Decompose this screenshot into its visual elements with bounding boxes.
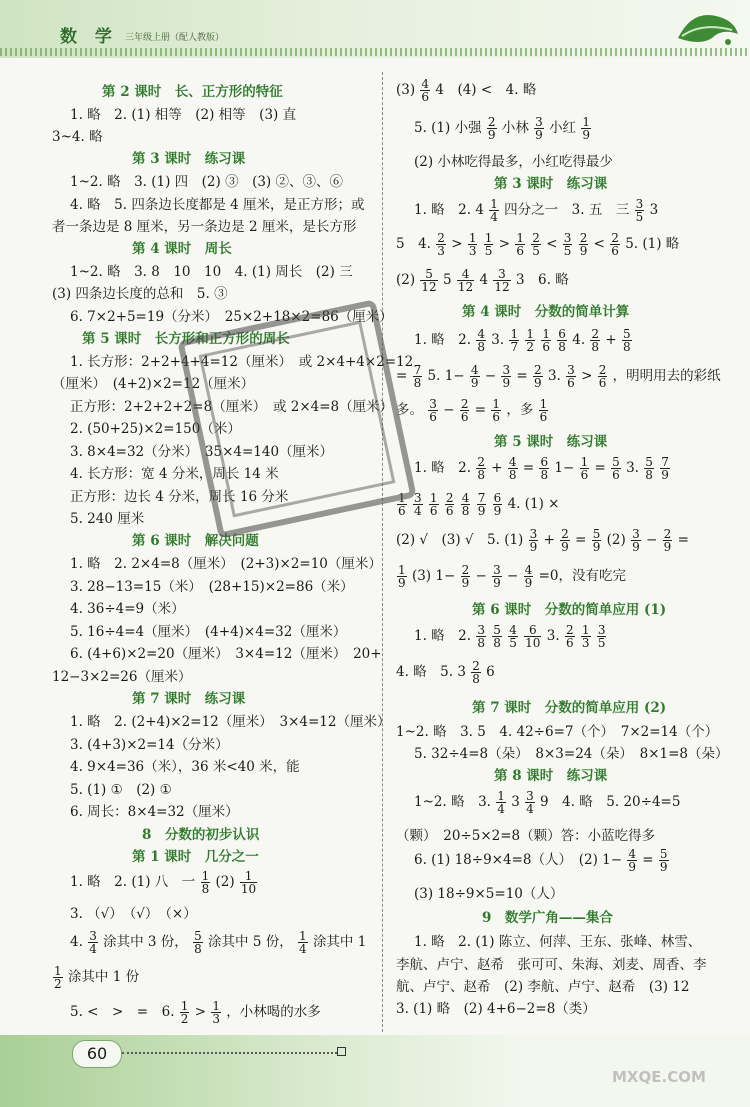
fraction: $\frac{3}{9}$: [493, 563, 501, 590]
section-heading: 第 5 课时 练习课: [494, 434, 608, 450]
fraction: $\frac{1}{9}$: [582, 115, 590, 142]
grade-label: 三年级上册（配人教版）: [125, 33, 225, 43]
fraction: $\frac{2}{9}$: [487, 115, 496, 142]
section-heading: 第 2 课时 长、正方形的特征: [102, 84, 283, 100]
answer-line: 4. 长方形：宽 4 分米，周长 14 米: [70, 466, 279, 482]
fraction: $\frac{6}{9}$: [493, 491, 502, 518]
footer-dotted-line: [122, 1052, 337, 1054]
fraction: $\frac{5}{8}$: [645, 455, 653, 482]
header-stripes: [0, 48, 750, 56]
answer-line: 1~2. 略 3. $\frac{1}{4}$ 3 $\frac{3}{4}$ 9 4. 略 5. 20÷4=5: [414, 789, 681, 816]
fraction: $\frac{1}{6}$: [492, 397, 501, 424]
page-number: 60: [72, 1040, 122, 1068]
section-heading: 第 8 课时 练习课: [494, 768, 608, 784]
fraction: $\frac{1}{6}$: [398, 491, 406, 518]
answer-line: 5. < > = 6. $\frac{1}{2}$ > $\frac{1}{3}$ ，小林喝的水多: [70, 999, 321, 1026]
fraction: $\frac{3}{9}$: [529, 527, 538, 554]
answer-line: 3. (4+3)×2=14（分米）: [70, 737, 229, 753]
answer-line: 1~2. 略 3. 8 10 10 4. (1) 周长 (2) 三: [70, 264, 353, 280]
answer-line: $\frac{1}{9}$ (3) 1− $\frac{2}{9}$ − $\frac{3}{9}$ − $\frac{4}{9}$ =0，没有吃完: [398, 563, 626, 590]
fraction: $\frac{2}{9}$: [561, 527, 569, 554]
answer-line: 4. 略 5. 四条边长度都是 4 厘米，是正方形；或: [70, 197, 365, 213]
fraction: $\frac{4}{9}$: [470, 363, 479, 390]
fraction: $\frac{1}{9}$: [398, 563, 406, 590]
fraction: $\frac{4}{12}$: [457, 267, 474, 294]
answer-line: $\frac{1}{2}$ 涂其中 1 份: [54, 964, 140, 991]
fraction: $\frac{3}{4}$: [413, 491, 422, 518]
answer-line: 5. (1) 小强 $\frac{2}{9}$ 小林 $\frac{3}{9}$ 小红 $\frac{1}{9}$: [414, 115, 590, 142]
fraction: $\frac{2}{9}$: [663, 527, 672, 554]
answer-line: 1~2. 略 3. 5 4. 42÷6=7（个） 7×2=14（个）: [396, 724, 719, 740]
text: 1. 略 2. (1) 八 一: [70, 874, 196, 890]
answer-line: 6. (4+6)×2=20（厘米） 3×4=12（厘米） 20+: [70, 646, 382, 662]
fraction: $\frac{2}{5}$: [532, 231, 540, 258]
fraction: $\frac{3}{5}$: [635, 197, 644, 224]
fraction: $\frac{1}{4}$: [299, 929, 307, 956]
answer-line: 3. (1) 略 (2) 4+6−2=8（类）: [396, 1001, 596, 1017]
answer-line: (3) 18÷9×5=10（人）: [414, 886, 564, 902]
answer-line: 多。 $\frac{3}{6}$ − $\frac{2}{6}$ = $\frac{1}{6}$ ，多 $\frac{1}{6}$: [396, 397, 548, 424]
answer-line: 1. 略 2. $\frac{3}{8}$ $\frac{5}{8}$ $\frac{4}{5}$ $\frac{6}{10}$ 3. $\frac{2}{6}$ $\frac{1}{3}$ $\frac{3}{5}$: [414, 623, 606, 650]
text: (2): [215, 874, 235, 890]
section-heading: 第 7 课时 练习课: [132, 691, 246, 707]
answer-line: 1. 略 2. (1) 陈立、何萍、王东、张峰、林雪、: [414, 934, 702, 950]
fraction: $\frac{4}{9}$: [628, 847, 636, 874]
footer-square-icon: [337, 1047, 346, 1056]
fraction: $\frac{2}{6}$: [460, 397, 469, 424]
fraction: $\frac{2}{8}$: [591, 327, 600, 354]
fraction: $\frac{1}{3}$: [581, 623, 590, 650]
fraction: $\frac{5}{8}$: [622, 327, 631, 354]
fraction: $\frac{1}{6}$: [516, 231, 524, 258]
answer-line: (2) √ (3) √ 5. (1) $\frac{3}{9}$ + $\frac{2}{9}$ = $\frac{5}{9}$ (2) $\frac{3}{9}$ − $\frac{2}{9}$ =: [396, 527, 689, 554]
fraction: $\frac{3}{6}$: [567, 363, 575, 390]
answer-line: 3. 28−13=15（米） (28+15)×2=86（米）: [70, 579, 354, 595]
fraction: $\frac{1}{2}$: [526, 327, 535, 354]
answer-line: （颗） 20÷5×2=8（颗）答：小蓝吃得多: [396, 828, 656, 844]
answer-line: 2. (50+25)×2=150（米）: [70, 421, 241, 437]
fraction: $\frac{3}{12}$: [494, 267, 510, 294]
answer-line: 1. 长方形：2+2+4+4=12（厘米） 或 2×4+4×2=12: [70, 354, 414, 370]
fraction: $\frac{3}{9}$: [632, 527, 640, 554]
fraction: $\frac{4}{5}$: [509, 623, 517, 650]
answer-line: 李航、卢宁、赵希 张可可、朱海、刘麦、周香、李: [396, 957, 707, 973]
fraction: $\frac{3}{6}$: [429, 397, 437, 424]
section-heading: 第 3 课时 练习课: [132, 151, 246, 167]
section-heading: 第 3 课时 练习课: [494, 176, 608, 192]
fraction: $\frac{2}{9}$: [534, 363, 542, 390]
answer-line: 3~4. 略: [52, 129, 103, 145]
answer-line: 3. 8×4=32（分米） 35×4=140（厘米）: [70, 444, 334, 460]
fraction: $\frac{1}{7}$: [510, 327, 519, 354]
answer-line: 6. 周长：8×4=32（厘米）: [70, 804, 239, 820]
answer-line: 者一条边是 8 厘米，另一条边是 2 厘米，是长方形: [52, 219, 357, 235]
answer-line: [70, 870, 258, 895]
section-heading: 8 分数的初步认识: [142, 827, 260, 843]
fraction: $\frac{3}{9}$: [535, 115, 543, 142]
page-header: [0, 0, 750, 58]
answer-line: 航、卢宁、赵希 (2) 李航、卢宁、赵希 (3) 12: [396, 979, 690, 995]
fraction: $\frac{2}{9}$: [579, 231, 588, 258]
answer-line: 正方形：边长 4 分米，周长 16 分米: [70, 489, 289, 505]
fraction: $\frac{1}{5}$: [484, 231, 493, 258]
fraction: $\frac{6}{10}$: [525, 623, 541, 650]
fraction: $\frac{5}{9}$: [592, 527, 601, 554]
answer-line: = $\frac{7}{8}$ 5. 1− $\frac{4}{9}$ − $\frac{3}{9}$ = $\frac{2}{9}$ 3. $\frac{3}{6}$ > $\frac{2}{6}$ ，明明用去的彩纸: [396, 363, 721, 390]
answer-line: 6. 7×2+5=19（分米） 25×2+18×2=86（厘米）: [70, 309, 393, 325]
section-heading: 第 6 课时 分数的简单应用 (1): [472, 602, 667, 618]
fraction: $\frac{2}{6}$: [445, 491, 454, 518]
answer-line: 1~2. 略 3. (1) 四 (2) ③ (3) ②、③、⑥: [70, 174, 343, 190]
answer-line: 4. $\frac{3}{4}$ 涂其中 3 份， $\frac{5}{8}$ 涂其中 5 份， $\frac{1}{4}$ 涂其中 1: [70, 929, 367, 956]
answer-line: 1. 略 2. $\frac{2}{8}$ + $\frac{4}{8}$ = $\frac{6}{8}$ 1− $\frac{1}{6}$ = $\frac{5}{6}$ 3. $\frac{5}{8}$ $\frac{7}{9}$: [414, 455, 669, 482]
fraction: $\frac{3}{4}$: [526, 789, 534, 816]
answer-line: (2) 小林吃得最多，小红吃得最少: [414, 154, 613, 170]
fraction: $\frac{1}{2}$: [180, 999, 189, 1026]
fraction: $\frac{3}{8}$: [477, 623, 485, 650]
fraction: $\frac{1}{4}$: [490, 197, 498, 224]
fraction: $\frac{2}{9}$: [461, 563, 470, 590]
answer-line: (3) $\frac{4}{6}$ 4 (4) < 4. 略: [396, 77, 537, 104]
fraction: $\frac{1}{6}$: [539, 397, 548, 424]
fraction: $\frac{7}{8}$: [413, 363, 422, 390]
answer-line: 3. （√） （√） （×）: [70, 906, 197, 922]
answer-line: (2) $\frac{5}{12}$ 5 $\frac{4}{12}$ 4 $\frac{3}{12}$ 3 6. 略: [396, 267, 569, 294]
fraction: $\frac{4}{6}$: [421, 77, 430, 104]
fraction: $\frac{4}{8}$: [508, 455, 517, 482]
fraction: $\frac{5}{9}$: [659, 847, 668, 874]
fraction: $\frac{1}{2}$: [54, 964, 62, 991]
fraction: $\frac{1}{6}$: [542, 327, 550, 354]
fraction: $\frac{6}{8}$: [540, 455, 549, 482]
answer-line: 1. 略 2. 2×4=8（厘米） (2+3)×2=10（厘米）: [70, 556, 382, 572]
answer-line: 正方形：2+2+2+2=8（厘米） 或 2×4=8（厘米）: [70, 399, 394, 415]
fraction: $\frac{4}{8}$: [461, 491, 470, 518]
answer-line: 4. 36÷4=9（米）: [70, 601, 185, 617]
column-divider: [382, 72, 383, 1032]
answer-line: 12−3×2=26（厘米）: [52, 669, 192, 685]
fraction: $\frac{1}{3}$: [212, 999, 220, 1026]
answer-line: 1. 略 2. (2+4)×2=12（厘米） 3×4=12（厘米）: [70, 714, 391, 730]
fraction: $\frac{1}{10}$: [240, 869, 257, 896]
fraction: $\frac{2}{3}$: [437, 231, 445, 258]
fraction: $\frac{2}{6}$: [565, 623, 574, 650]
answer-line: 5 4. $\frac{2}{3}$ > $\frac{1}{3}$ $\frac{1}{5}$ > $\frac{1}{6}$ $\frac{2}{5}$ < $\frac{3}{5}$ $\frac{2}{9}$ < $\frac{2}{6}$ 5. (1) 略: [396, 231, 680, 258]
section-heading: 第 4 课时 周长: [132, 241, 232, 257]
answer-line: 1. 略 2. (1) 相等 (2) 相等 (3) 直: [70, 107, 297, 123]
fraction: $\frac{5}{12}$: [421, 267, 437, 294]
fraction: $\frac{5}{8}$: [493, 623, 501, 650]
answer-line: （厘米） (4+2)×2=12（厘米）: [52, 376, 255, 392]
answer-line: 4. 9×4=36（米），36 米<40 米，能: [70, 759, 300, 775]
fraction: $\frac{3}{4}$: [89, 929, 97, 956]
answer-line: 5. 32÷4=8（朵） 8×3=24（朵） 8×1=8（朵）: [414, 746, 729, 762]
fraction: $\frac{2}{8}$: [472, 659, 480, 686]
answer-line: 1. 略 2. 4 $\frac{1}{4}$ 四分之一 3. 五 三 $\frac{3}{5}$ 3: [414, 197, 659, 224]
answer-line: $\frac{1}{6}$ $\frac{3}{4}$ $\frac{1}{6}$ $\frac{2}{6}$ $\frac{4}{8}$ $\frac{7}{9}$ $\frac{6}{9}$ 4. (1) ×: [398, 491, 560, 518]
fraction: $\frac{4}{9}$: [524, 563, 533, 590]
subject-title: 数 学: [60, 27, 118, 47]
fraction: $\frac{7}{9}$: [477, 491, 486, 518]
fraction: $\frac{3}{5}$: [597, 623, 606, 650]
fraction: $\frac{5}{8}$: [194, 929, 202, 956]
answer-line: 4. 略 5. 3 $\frac{2}{8}$ 6: [396, 659, 495, 686]
fraction: $\frac{3}{9}$: [502, 363, 511, 390]
fraction: $\frac{3}{5}$: [563, 231, 572, 258]
fraction: $\frac{1}{3}$: [468, 231, 477, 258]
fraction: $\frac{1}{8}$: [201, 869, 210, 896]
watermark-stamp-icon: [177, 299, 417, 539]
answer-line: 1. 略 2. $\frac{4}{8}$ 3. $\frac{1}{7}$ $\frac{1}{2}$ $\frac{1}{6}$ $\frac{6}{8}$ 4. $\frac{2}{8}$ + $\frac{5}{8}$: [414, 327, 631, 354]
answer-line: 6. (1) 18÷9×4=8（人） (2) 1− $\frac{4}{9}$ = $\frac{5}{9}$: [414, 847, 668, 874]
section-heading: 第 7 课时 分数的简单应用 (2): [472, 700, 667, 716]
fraction: $\frac{2}{6}$: [611, 231, 619, 258]
fraction: $\frac{1}{4}$: [497, 789, 505, 816]
fraction: $\frac{2}{8}$: [477, 455, 485, 482]
answer-line: 5. 240 厘米: [70, 511, 145, 527]
fraction: $\frac{6}{8}$: [558, 327, 566, 354]
section-heading: 第 1 课时 几分之一: [132, 849, 259, 865]
site-watermark: MXQE.COM: [612, 1068, 706, 1086]
answer-line: 5. (1) ① (2) ①: [70, 782, 172, 798]
section-heading: 第 5 课时 长方形和正方形的周长: [82, 331, 290, 347]
answer-line: 5. 16÷4=4（厘米） (4+4)×4=32（厘米）: [70, 624, 347, 640]
section-heading: 第 4 课时 分数的简单计算: [462, 304, 630, 320]
fraction: $\frac{1}{6}$: [429, 491, 438, 518]
fraction: $\frac{1}{6}$: [580, 455, 589, 482]
leaf-logo-icon: [672, 8, 742, 48]
fraction: $\frac{2}{6}$: [598, 363, 607, 390]
fraction: $\frac{5}{6}$: [612, 455, 620, 482]
section-heading: 第 6 课时 解决问题: [132, 533, 259, 549]
fraction: $\frac{4}{8}$: [477, 327, 485, 354]
answer-line: (3) 四条边长度的总和 5. ③: [52, 286, 228, 302]
fraction: $\frac{7}{9}$: [661, 455, 669, 482]
section-heading: 9 数学广角——集合: [482, 910, 613, 926]
